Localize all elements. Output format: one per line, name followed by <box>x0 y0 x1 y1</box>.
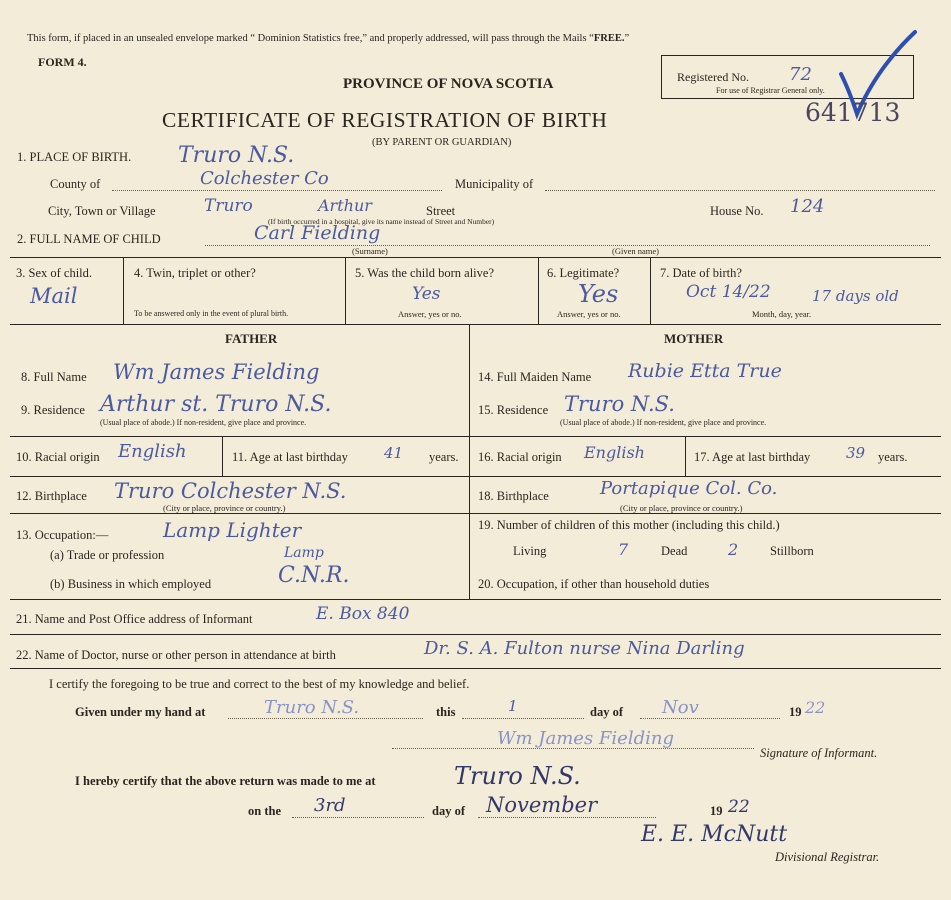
place-of-birth-label: 1. PLACE OF BIRTH. <box>17 150 132 164</box>
child-name-value: Carl Fielding <box>254 222 381 244</box>
this-day-value: 1 <box>508 697 518 715</box>
municipality-label: Municipality of <box>455 177 534 191</box>
child-name-line <box>205 245 930 246</box>
date-of-birth-note: Month, day, year. <box>752 309 812 319</box>
divider-line <box>469 324 470 599</box>
month-value: Nov <box>662 697 699 718</box>
divider-line <box>10 436 941 437</box>
hereby-certify-label: I hereby certify that the above return was made to me at <box>75 774 376 788</box>
mother-birthplace-value: Portapique Col. Co. <box>600 478 778 499</box>
dead-label: Dead <box>661 544 688 558</box>
doctor-label: 22. Name of Doctor, nurse or other person in attendance at birth <box>16 648 336 662</box>
signature-of-informant-label: Signature of Informant. <box>760 746 878 760</box>
mother-residence-value: Truro N.S. <box>564 392 675 416</box>
divisional-registrar-label: Divisional Registrar. <box>775 850 880 864</box>
given-name-note: (Given name) <box>612 246 659 256</box>
house-no-label: House No. <box>710 204 764 218</box>
hereby-place-value: Truro N.S. <box>454 762 581 790</box>
postage-notice: This form, if placed in an unsealed envelope marked “ Dominion Statistics free,” and properly addressed, will pass through the Mails “FREE.” <box>27 33 630 44</box>
doctor-value: Dr. S. A. Fulton nurse Nina Darling <box>424 638 745 659</box>
father-birthplace-value: Truro Colchester N.S. <box>114 479 347 503</box>
father-residence-label: 9. Residence <box>21 403 85 417</box>
year-prefix: 19 <box>789 705 802 719</box>
business-value: C.N.R. <box>278 563 350 588</box>
mother-residence-note: (Usual place of abode.) If non-resident, give place and province. <box>560 418 767 427</box>
on-day-line <box>292 817 424 818</box>
registrar-general-note: For use of Registrar General only. <box>716 86 825 95</box>
living-label: Living <box>513 544 547 558</box>
registered-no-label: Registered No. <box>677 70 749 84</box>
date-of-birth-value: Oct 14/22 <box>686 282 771 302</box>
mother-occupation-label: 20. Occupation, if other than household duties <box>478 577 710 591</box>
mother-race-value: English <box>584 443 645 462</box>
certificate-title: CERTIFICATE OF REGISTRATION OF BIRTH <box>162 108 608 132</box>
legitimate-label: 6. Legitimate? <box>547 266 620 280</box>
divider-line <box>345 257 346 324</box>
legitimate-value: Yes <box>578 280 619 308</box>
divider-line <box>10 257 941 258</box>
city-value: Truro <box>204 196 253 216</box>
divider-line <box>10 476 941 477</box>
surname-note: (Surname) <box>352 246 388 256</box>
street-note: (If birth occurred in a hospital, give its name instead of Street and Number) <box>268 217 495 226</box>
divider-line <box>10 634 941 635</box>
day-of-label: day of <box>590 705 623 719</box>
twin-label: 4. Twin, triplet or other? <box>134 266 256 280</box>
certificate-subtitle: (BY PARENT OR GUARDIAN) <box>372 137 512 148</box>
on-the-label: on the <box>248 804 281 818</box>
mother-residence-label: 15. Residence <box>478 403 549 417</box>
divider-line <box>685 436 686 476</box>
twin-note: To be answered only in the event of plural birth. <box>134 309 289 318</box>
divider-line <box>10 513 941 514</box>
stillborn-label: Stillborn <box>770 544 814 558</box>
province-heading: PROVINCE OF NOVA SCOTIA <box>343 76 554 92</box>
date-of-birth-extra: 17 days old <box>812 287 899 305</box>
father-name-value: Wm James Fielding <box>113 360 320 384</box>
house-no-value: 124 <box>790 196 825 217</box>
municipality-line <box>545 190 935 191</box>
occupation-label: 13. Occupation:— <box>16 528 109 542</box>
father-residence-value: Arthur st. Truro N.S. <box>100 392 332 417</box>
county-label: County of <box>50 177 101 191</box>
this-label: this <box>436 705 456 719</box>
county-value: Colchester Co <box>200 168 329 189</box>
mother-birthplace-note: (City or place, province or country.) <box>620 503 743 513</box>
this-day-line <box>462 718 584 719</box>
month2-line <box>478 817 656 818</box>
mother-maiden-label: 14. Full Maiden Name <box>478 370 592 384</box>
place-of-birth-value: Truro N.S. <box>178 143 295 168</box>
county-line <box>112 190 442 191</box>
divider-line <box>123 257 124 324</box>
divider-line <box>10 324 941 325</box>
father-birthplace-label: 12. Birthplace <box>16 489 87 503</box>
month2-value: November <box>486 793 598 817</box>
father-age-label: 11. Age at last birthday <box>232 450 348 464</box>
father-residence-note: (Usual place of abode.) If non-resident, give place and province. <box>100 418 307 427</box>
dead-value: 2 <box>728 540 739 559</box>
born-alive-value: Yes <box>412 284 441 304</box>
legitimate-note: Answer, yes or no. <box>557 309 621 319</box>
sex-label: 3. Sex of child. <box>16 266 93 280</box>
mother-race-label: 16. Racial origin <box>478 450 562 464</box>
year2-value: 22 <box>728 797 750 817</box>
day-of-label-2: day of <box>432 804 465 818</box>
street-label: Street <box>426 204 456 218</box>
divider-line <box>10 668 941 669</box>
informant-value: E. Box 840 <box>316 604 410 624</box>
mother-birthplace-label: 18. Birthplace <box>478 489 549 503</box>
given-under-hand-label: Given under my hand at <box>75 705 206 719</box>
street-value: Arthur <box>318 196 372 215</box>
informant-signature: Wm James Fielding <box>497 728 674 749</box>
on-day-value: 3rd <box>314 795 346 816</box>
born-alive-label: 5. Was the child born alive? <box>355 266 495 280</box>
mother-heading: MOTHER <box>664 331 724 346</box>
father-heading: FATHER <box>225 331 278 346</box>
mother-age-label: 17. Age at last birthday <box>694 450 811 464</box>
trade-label: (a) Trade or profession <box>50 548 165 562</box>
children-count-label: 19. Number of children of this mother (including this child.) <box>478 518 780 532</box>
city-label: City, Town or Village <box>48 204 156 218</box>
year-prefix-2: 19 <box>710 804 723 818</box>
form-number: FORM 4. <box>38 55 87 69</box>
born-alive-note: Answer, yes or no. <box>398 309 462 319</box>
informant-label: 21. Name and Post Office address of Informant <box>16 612 253 626</box>
year-value: 22 <box>805 698 826 717</box>
divider-line <box>222 436 223 476</box>
registered-no-value: 72 <box>789 64 812 85</box>
father-name-label: 8. Full Name <box>21 370 87 384</box>
month-line <box>640 718 780 719</box>
stamp-number: 641713 <box>805 98 901 127</box>
mother-maiden-value: Rubie Etta True <box>628 360 782 382</box>
mother-age-unit: years. <box>878 450 908 464</box>
father-age-value: 41 <box>384 444 404 462</box>
date-of-birth-label: 7. Date of birth? <box>660 266 742 280</box>
divider-line <box>10 599 941 600</box>
mother-age-value: 39 <box>846 444 866 462</box>
sex-value: Mail <box>30 284 78 308</box>
divider-line <box>538 257 539 324</box>
father-race-label: 10. Racial origin <box>16 450 100 464</box>
trade-extra: Lamp <box>284 545 324 561</box>
trade-value: Lamp Lighter <box>163 518 302 542</box>
living-value: 7 <box>618 540 629 559</box>
given-place-value: Truro N.S. <box>264 697 360 718</box>
child-name-label: 2. FULL NAME OF CHILD <box>17 232 161 246</box>
given-place-line <box>228 718 423 719</box>
father-age-unit: years. <box>429 450 459 464</box>
registrar-signature: E. E. McNutt <box>641 822 788 847</box>
certify-statement: I certify the foregoing to be true and correct to the best of my knowledge and belief. <box>49 677 470 691</box>
father-birthplace-note: (City or place, province or country.) <box>163 503 286 513</box>
divider-line <box>650 257 651 324</box>
business-label: (b) Business in which employed <box>50 577 212 591</box>
father-race-value: English <box>118 441 187 462</box>
